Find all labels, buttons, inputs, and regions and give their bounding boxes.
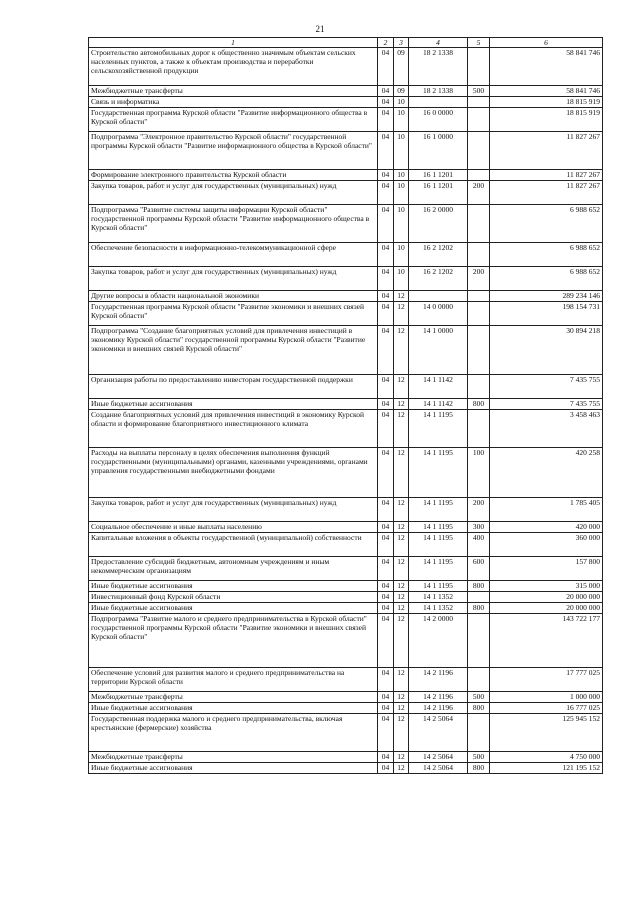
section-code: 04 [378, 557, 394, 581]
subsection-code: 10 [394, 181, 409, 205]
amount: 289 234 146 [490, 291, 603, 302]
expense-type-code [468, 48, 490, 86]
section-code: 04 [378, 86, 394, 97]
expense-type-code: 100 [468, 448, 490, 498]
table-row [89, 170, 603, 181]
amount: 20 000 000 [490, 603, 603, 614]
subsection-code: 10 [394, 267, 409, 291]
expense-type-code [468, 205, 490, 243]
target-article-code: 14 1 1195 [409, 448, 468, 498]
amount: 315 000 [490, 581, 603, 592]
target-article-code: 14 2 5064 [409, 752, 468, 763]
row-name: Иные бюджетные ассигнования [89, 763, 378, 774]
subsection-code: 10 [394, 205, 409, 243]
expense-type-code [468, 714, 490, 752]
table-row [89, 592, 603, 603]
table-row [89, 267, 603, 291]
section-code: 04 [378, 752, 394, 763]
target-article-code: 14 0 0000 [409, 302, 468, 326]
target-article-code: 16 2 1202 [409, 267, 468, 291]
expense-type-code: 400 [468, 533, 490, 557]
target-article-code: 14 2 1196 [409, 703, 468, 714]
target-article-code: 14 1 1195 [409, 410, 468, 448]
subsection-code: 12 [394, 533, 409, 557]
subsection-code: 10 [394, 243, 409, 267]
section-code: 04 [378, 170, 394, 181]
subsection-code: 12 [394, 291, 409, 302]
column-number: 5 [468, 38, 490, 48]
expense-type-code: 800 [468, 581, 490, 592]
expense-type-code: 200 [468, 181, 490, 205]
table-row [89, 326, 603, 375]
table-row [89, 97, 603, 108]
row-name: Обеспечение безопасности в информационно-телекоммуникационной сфере [89, 243, 378, 267]
table-row [89, 375, 603, 399]
row-name: Закупка товаров, работ и услуг для государственных (муниципальных) нужд [89, 181, 378, 205]
subsection-code: 12 [394, 522, 409, 533]
table-row [89, 243, 603, 267]
expense-type-code: 200 [468, 498, 490, 522]
subsection-code: 12 [394, 614, 409, 668]
subsection-code: 09 [394, 86, 409, 97]
target-article-code: 14 1 0000 [409, 326, 468, 375]
subsection-code: 12 [394, 581, 409, 592]
amount: 125 945 152 [490, 714, 603, 752]
row-name: Подпрограмма "Развитие системы защиты информации Курской области" государственной программы Курской области "Развитие информационного общества в Курской области" [89, 205, 378, 243]
expense-type-code: 500 [468, 86, 490, 97]
section-code: 04 [378, 703, 394, 714]
column-number: 3 [394, 38, 409, 48]
table-row [89, 714, 603, 752]
row-name: Капитальные вложения в объекты государственной (муниципальной) собственности [89, 533, 378, 557]
section-code: 04 [378, 375, 394, 399]
target-article-code: 16 2 1202 [409, 243, 468, 267]
table-row [89, 752, 603, 763]
subsection-code: 12 [394, 763, 409, 774]
row-name: Государственная программа Курской области "Развитие информационного общества в Курской области" [89, 108, 378, 132]
row-name: Государственная программа Курской области "Развитие экономики и внешних связей Курской области" [89, 302, 378, 326]
section-code: 04 [378, 498, 394, 522]
table-row [89, 205, 603, 243]
table-row [89, 614, 603, 668]
section-code: 04 [378, 592, 394, 603]
subsection-code: 10 [394, 132, 409, 170]
target-article-code [409, 291, 468, 302]
table-row [89, 581, 603, 592]
section-code: 04 [378, 399, 394, 410]
section-code: 04 [378, 614, 394, 668]
table-row [89, 763, 603, 774]
table-row [89, 302, 603, 326]
table-row [89, 399, 603, 410]
subsection-code: 10 [394, 97, 409, 108]
expense-type-code [468, 668, 490, 692]
row-name: Инвестиционный фонд Курской области [89, 592, 378, 603]
section-code: 04 [378, 763, 394, 774]
expense-type-code: 500 [468, 692, 490, 703]
amount: 7 435 755 [490, 399, 603, 410]
table-row [89, 48, 603, 86]
row-name: Иные бюджетные ассигнования [89, 603, 378, 614]
amount: 16 777 025 [490, 703, 603, 714]
subsection-code: 12 [394, 668, 409, 692]
section-code: 04 [378, 132, 394, 170]
amount: 157 800 [490, 557, 603, 581]
subsection-code: 12 [394, 603, 409, 614]
table-row [89, 86, 603, 97]
target-article-code: 14 1 1142 [409, 399, 468, 410]
section-code: 04 [378, 205, 394, 243]
amount: 6 988 652 [490, 267, 603, 291]
amount: 1 785 405 [490, 498, 603, 522]
page-number: 21 [315, 24, 325, 34]
row-name: Иные бюджетные ассигнования [89, 703, 378, 714]
expense-type-code: 500 [468, 752, 490, 763]
subsection-code: 12 [394, 448, 409, 498]
row-name: Связь и информатика [89, 97, 378, 108]
amount: 121 195 152 [490, 763, 603, 774]
section-code: 04 [378, 668, 394, 692]
section-code: 04 [378, 243, 394, 267]
expense-type-code [468, 170, 490, 181]
expense-type-code [468, 614, 490, 668]
amount: 17 777 025 [490, 668, 603, 692]
section-code: 04 [378, 181, 394, 205]
row-name: Подпрограмма "Электронное правительство Курской области" государственной программы Курской области "Развитие информационного общества в Курской области" [89, 132, 378, 170]
subsection-code: 12 [394, 326, 409, 375]
amount: 420 258 [490, 448, 603, 498]
section-code: 04 [378, 603, 394, 614]
row-name: Социальное обеспечение и иные выплаты населению [89, 522, 378, 533]
subsection-code: 12 [394, 692, 409, 703]
table-row [89, 522, 603, 533]
section-code: 04 [378, 692, 394, 703]
target-article-code: 14 1 1352 [409, 592, 468, 603]
expense-type-code [468, 243, 490, 267]
column-number: 2 [378, 38, 394, 48]
subsection-code: 09 [394, 48, 409, 86]
amount: 1 000 000 [490, 692, 603, 703]
section-code: 04 [378, 108, 394, 132]
subsection-code: 12 [394, 302, 409, 326]
amount: 20 000 000 [490, 592, 603, 603]
target-article-code: 18 2 1338 [409, 86, 468, 97]
amount: 30 894 218 [490, 326, 603, 375]
amount: 11 827 267 [490, 170, 603, 181]
target-article-code: 18 2 1338 [409, 48, 468, 86]
target-article-code: 16 0 0000 [409, 108, 468, 132]
amount: 18 815 919 [490, 108, 603, 132]
expense-type-code [468, 108, 490, 132]
table-row [89, 533, 603, 557]
amount: 7 435 755 [490, 375, 603, 399]
table-row [89, 132, 603, 170]
expense-type-code [468, 592, 490, 603]
target-article-code: 14 2 0000 [409, 614, 468, 668]
subsection-code: 12 [394, 557, 409, 581]
subsection-code: 10 [394, 108, 409, 132]
section-code: 04 [378, 302, 394, 326]
subsection-code: 12 [394, 375, 409, 399]
expense-type-code [468, 302, 490, 326]
subsection-code: 10 [394, 170, 409, 181]
section-code: 04 [378, 48, 394, 86]
row-name: Создание благоприятных условий для привлечения инвестиций в экономику Курской области и формирование благоприятного инвестиционного климата [89, 410, 378, 448]
expense-type-code: 800 [468, 399, 490, 410]
subsection-code: 12 [394, 399, 409, 410]
row-name: Иные бюджетные ассигнования [89, 399, 378, 410]
amount: 3 458 463 [490, 410, 603, 448]
row-name: Обеспечение условий для развития малого и среднего предпринимательства на территории Курской области [89, 668, 378, 692]
amount: 11 827 267 [490, 181, 603, 205]
expense-type-code [468, 326, 490, 375]
row-name: Расходы на выплаты персоналу в целях обеспечения выполнения функций государственными (муниципальными) органами, казенными учреждениями, органами управления государственными внебюджетными фондами [89, 448, 378, 498]
target-article-code [409, 97, 468, 108]
section-code: 04 [378, 410, 394, 448]
table-row [89, 692, 603, 703]
expense-type-code [468, 291, 490, 302]
expense-type-code [468, 97, 490, 108]
amount: 58 841 746 [490, 48, 603, 86]
target-article-code: 14 1 1195 [409, 498, 468, 522]
table-row [89, 410, 603, 448]
budget-table [88, 37, 603, 774]
subsection-code: 12 [394, 752, 409, 763]
target-article-code: 16 1 0000 [409, 132, 468, 170]
amount: 4 750 000 [490, 752, 603, 763]
column-number: 1 [89, 38, 378, 48]
table-row [89, 108, 603, 132]
table-row [89, 703, 603, 714]
amount: 360 000 [490, 533, 603, 557]
amount: 11 827 267 [490, 132, 603, 170]
section-code: 04 [378, 448, 394, 498]
column-number: 4 [409, 38, 468, 48]
amount: 18 815 919 [490, 97, 603, 108]
subsection-code: 12 [394, 714, 409, 752]
section-code: 04 [378, 533, 394, 557]
amount: 143 722 177 [490, 614, 603, 668]
target-article-code: 14 2 1196 [409, 692, 468, 703]
expense-type-code: 200 [468, 267, 490, 291]
row-name: Межбюджетные трансферты [89, 86, 378, 97]
row-name: Организация работы по предоставлению инвесторам государственной поддержки [89, 375, 378, 399]
row-name: Строительство автомобильных дорог к общественно значимым объектам сельских населенных пунктов, а также к объектам производства и переработки сельскохозяйственной продукции [89, 48, 378, 86]
target-article-code: 16 1 1201 [409, 181, 468, 205]
target-article-code: 14 1 1195 [409, 557, 468, 581]
target-article-code: 16 1 1201 [409, 170, 468, 181]
expense-type-code [468, 410, 490, 448]
table-row [89, 603, 603, 614]
amount: 6 988 652 [490, 243, 603, 267]
expense-type-code: 800 [468, 763, 490, 774]
expense-type-code [468, 132, 490, 170]
target-article-code: 16 2 0000 [409, 205, 468, 243]
target-article-code: 14 2 5064 [409, 763, 468, 774]
table-row [89, 498, 603, 522]
table-row [89, 181, 603, 205]
subsection-code: 12 [394, 592, 409, 603]
table-row [89, 291, 603, 302]
section-code: 04 [378, 581, 394, 592]
subsection-code: 12 [394, 498, 409, 522]
column-number: 6 [490, 38, 603, 48]
row-name: Другие вопросы в области национальной экономики [89, 291, 378, 302]
target-article-code: 14 1 1195 [409, 522, 468, 533]
expense-type-code [468, 375, 490, 399]
target-article-code: 14 1 1195 [409, 533, 468, 557]
table-row [89, 668, 603, 692]
amount: 58 841 746 [490, 86, 603, 97]
row-name: Подпрограмма "Создание благоприятных условий для привлечения инвестиций в экономику Курской области" государственной программы Курской области "Развитие экономики и внешних связей Курской области" [89, 326, 378, 375]
target-article-code: 14 1 1352 [409, 603, 468, 614]
row-name: Межбюджетные трансферты [89, 692, 378, 703]
row-name: Иные бюджетные ассигнования [89, 581, 378, 592]
target-article-code: 14 2 5064 [409, 714, 468, 752]
table-row [89, 557, 603, 581]
row-name: Предоставление субсидий бюджетным, автономным учреждениям и иным некоммерческим организациям [89, 557, 378, 581]
amount: 6 988 652 [490, 205, 603, 243]
section-code: 04 [378, 97, 394, 108]
row-name: Закупка товаров, работ и услуг для государственных (муниципальных) нужд [89, 267, 378, 291]
subsection-code: 12 [394, 703, 409, 714]
column-number-row [89, 38, 603, 48]
target-article-code: 14 1 1142 [409, 375, 468, 399]
section-code: 04 [378, 522, 394, 533]
target-article-code: 14 2 1196 [409, 668, 468, 692]
section-code: 04 [378, 291, 394, 302]
expense-type-code: 800 [468, 703, 490, 714]
expense-type-code: 300 [468, 522, 490, 533]
amount: 420 000 [490, 522, 603, 533]
target-article-code: 14 1 1195 [409, 581, 468, 592]
table-row [89, 448, 603, 498]
row-name: Формирование электронного правительства Курской области [89, 170, 378, 181]
row-name: Закупка товаров, работ и услуг для государственных (муниципальных) нужд [89, 498, 378, 522]
row-name: Подпрограмма "Развитие малого и среднего предпринимательства в Курской области" государственной программы Курской области "Развитие экономики и внешних связей Курской области" [89, 614, 378, 668]
section-code: 04 [378, 714, 394, 752]
expense-type-code: 800 [468, 603, 490, 614]
amount: 198 154 731 [490, 302, 603, 326]
row-name: Межбюджетные трансферты [89, 752, 378, 763]
section-code: 04 [378, 267, 394, 291]
expense-type-code: 600 [468, 557, 490, 581]
section-code: 04 [378, 326, 394, 375]
subsection-code: 12 [394, 410, 409, 448]
row-name: Государственная поддержка малого и среднего предпринимательства, включая крестьянские (фермерские) хозяйства [89, 714, 378, 752]
